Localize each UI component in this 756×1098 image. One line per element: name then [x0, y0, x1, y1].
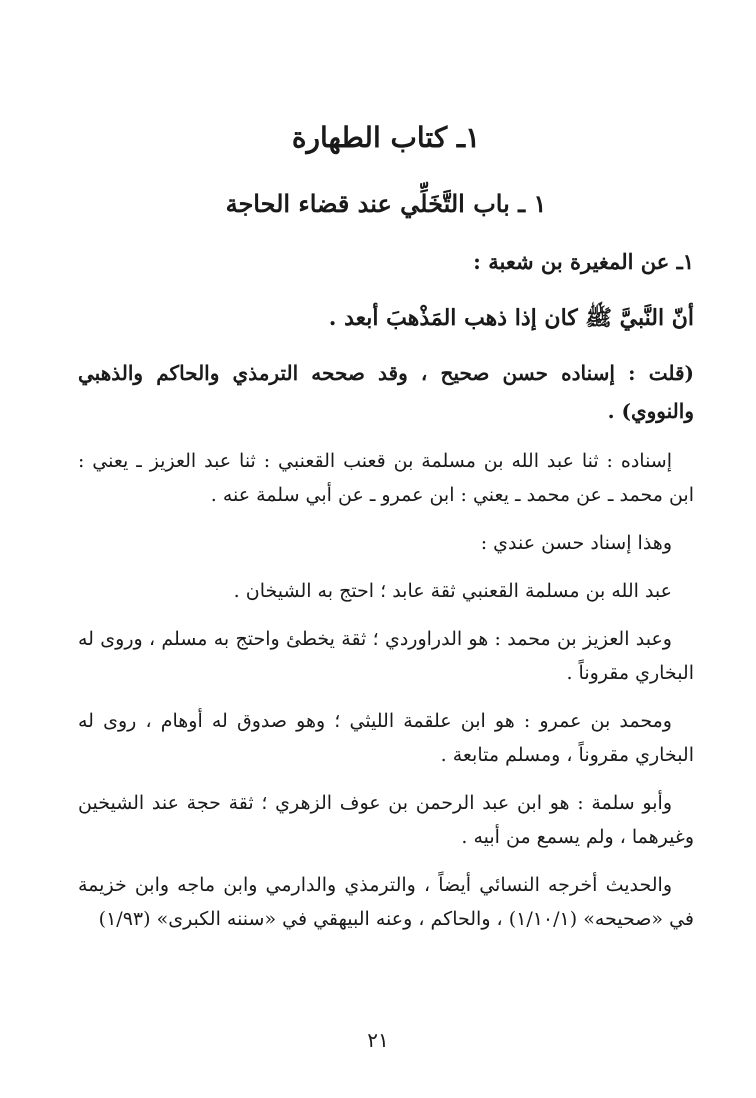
chapter-title: ١ ـ باب التَّخَلِّي عند قضاء الحاجة [225, 189, 547, 218]
page-number: ٢١ [367, 1028, 389, 1052]
isnad-paragraph: إسناده : ثنا عبد الله بن مسلمة بن قعنب القعنبي : ثنا عبد العزيز ـ يعني : ابن محمد ـ عن محمد ـ يعني : ابن عمرو ـ عن أبي سلمة عنه . [78, 450, 694, 506]
takhrij-paragraph: والحديث أخرجه النسائي أيضاً ، والترمذي والدارمي وابن ماجه وابن خزيمة في «صحيحه» (١/١٠/١) ، والحاكم ، وعنه البيهقي في «سننه الكبرى» (١/٩٣) [78, 874, 694, 930]
narrator-darawardi: وعبد العزيز بن محمد : هو الدراوردي ؛ ثقة يخطئ واحتج به مسلم ، وروى له البخاري مقروناً . [78, 628, 694, 684]
narrator-qanabi: عبد الله بن مسلمة القعنبي ثقة عابد ؛ احتج به الشيخان . [233, 580, 672, 602]
grading-note: (قلت : إسناده حسن صحيح ، وقد صححه الترمذي والحاكم والذهبي والنووي) . [78, 361, 694, 423]
book-title: ١ـ كتاب الطهارة [291, 121, 481, 154]
narrator-muhammad-ibn-amr: ومحمد بن عمرو : هو ابن علقمة الليثي ؛ وهو صدوق له أوهام ، روى له البخاري مقروناً ، ومسلم متابعة . [78, 710, 694, 766]
page-body [78, 100, 694, 936]
hadith-narrator-line: ١ـ عن المغيرة بن شعبة : [473, 249, 694, 274]
hadith-text: أنّ النَّبيَّ ﷺ كان إذا ذهب المَذْهبَ أبعد . [328, 305, 694, 331]
narrator-abu-salama: وأبو سلمة : هو ابن عبد الرحمن بن عوف الزهري ؛ ثقة حجة عند الشيخين وغيرهما ، ولم يسمع من أبيه . [78, 792, 694, 848]
isnad-assessment: وهذا إسناد حسن عندي : [480, 532, 672, 554]
